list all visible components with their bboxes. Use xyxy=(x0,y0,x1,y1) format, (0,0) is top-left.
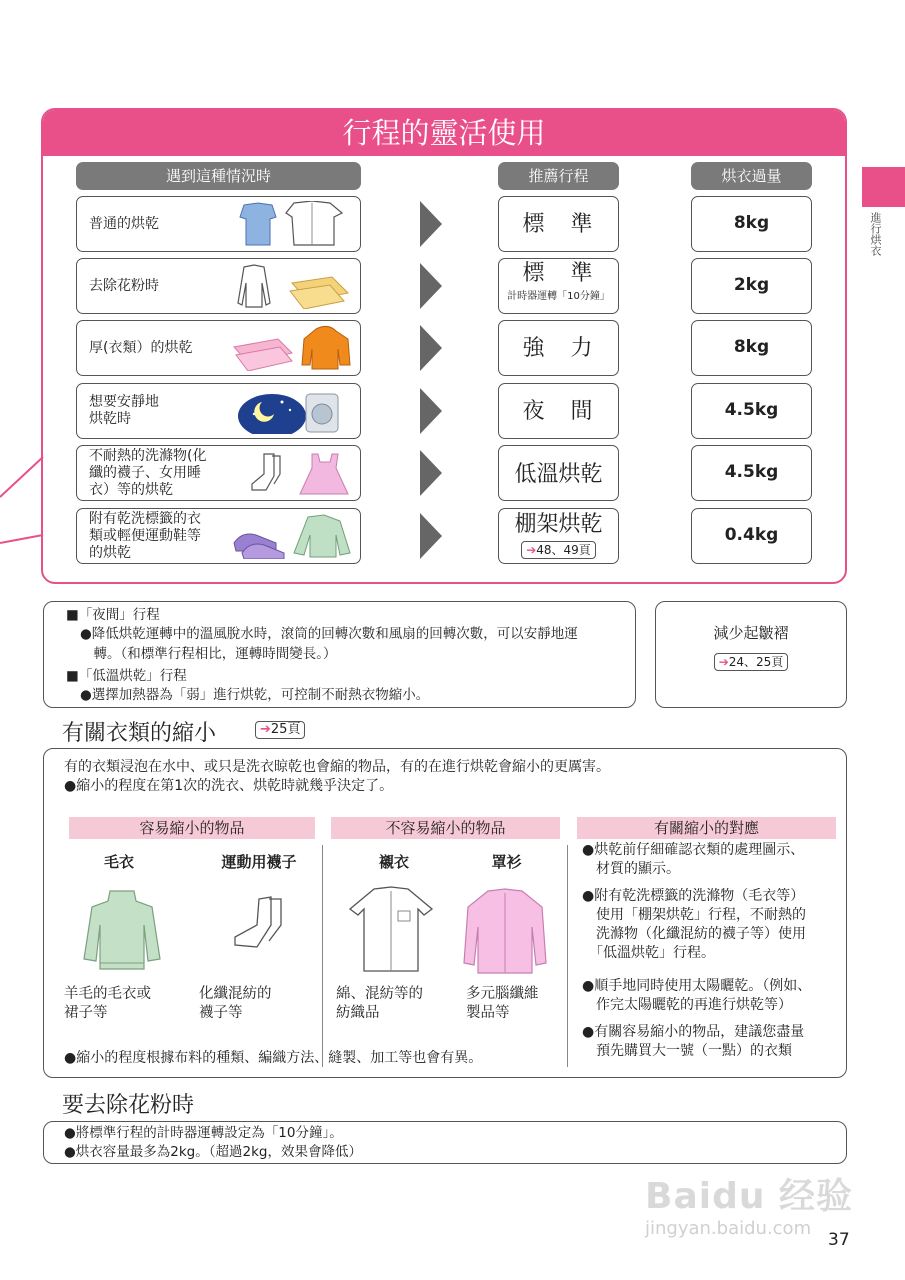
shrink-measures-header: 有關縮小的對應 xyxy=(577,817,836,839)
socks-nightgown-illustration xyxy=(242,450,352,496)
divider xyxy=(567,845,568,1067)
situation-row-1 xyxy=(76,196,361,252)
side-tab-label: 進行烘衣 xyxy=(869,212,882,256)
watermark-logo: Baidu 经验 xyxy=(645,1176,854,1217)
program-standard-timer xyxy=(498,258,619,314)
easy-shrink-header: 容易縮小的物品 xyxy=(69,817,315,839)
hard-shrink-header: 不容易縮小的物品 xyxy=(331,817,560,839)
program-name: 強 力 xyxy=(522,336,595,361)
arrow-right-icon xyxy=(420,325,442,371)
page-reference-text: 24、25頁 xyxy=(728,655,784,669)
arrow-right-icon: ➔ xyxy=(260,722,271,737)
situation-text: 想要安靜地 烘乾時 xyxy=(89,394,159,427)
program-low-temp xyxy=(498,445,619,501)
shrink-intro: 有的衣類浸泡在水中、或只是洗衣晾乾也會縮的物品，有的在進行烘乾會縮小的更厲害。 xyxy=(64,759,610,775)
situation-row-5 xyxy=(76,445,361,501)
situation-row-2 xyxy=(76,258,361,314)
page-reference-text: 25頁 xyxy=(270,722,301,737)
situation-row-4 xyxy=(76,383,361,439)
arrow-right-icon xyxy=(420,263,442,309)
program-name: 夜 間 xyxy=(522,399,595,424)
measure-item: ●附有乾洗標籤的洗滌物（毛衣等） 使用「棚架烘乾」行程，不耐熱的 洗滌物（化纖混紡的襪子等）使用 「低溫烘乾」行程。 xyxy=(582,888,806,961)
program-rack-dry xyxy=(498,508,619,564)
program-night xyxy=(498,383,619,439)
page-reference xyxy=(521,541,596,559)
program-notes xyxy=(43,601,636,708)
wrinkle-title: 減少起皺褶 xyxy=(713,624,789,642)
divider xyxy=(322,845,323,1067)
program-name: 棚架烘乾 xyxy=(514,512,603,537)
arrow-right-icon xyxy=(420,513,442,559)
night-program-title: ■「夜間」行程 xyxy=(66,607,160,623)
amount-value: 8kg xyxy=(691,196,812,252)
wrinkle-reduction-box xyxy=(655,601,847,708)
page-number: 37 xyxy=(828,1230,850,1250)
socks-illustration xyxy=(229,895,289,951)
pollen-section-box xyxy=(43,1121,847,1164)
shrink-intro-bullet: ●縮小的程度在第1次的洗衣、烘乾時就幾乎決定了。 xyxy=(64,778,394,794)
program-power xyxy=(498,320,619,376)
situation-text: 不耐熱的洗滌物(化 纖的襪子、女用睡 衣）等的烘乾 xyxy=(89,447,207,498)
arrow-right-icon xyxy=(420,388,442,434)
situation-row-3 xyxy=(76,320,361,376)
shrink-footer-note: ●縮小的程度根據布料的種類、編織方法、縫製、加工等也會有異。 xyxy=(64,1050,483,1066)
sweater-illustration xyxy=(82,889,162,971)
shirt-towel-illustration xyxy=(232,263,352,309)
amount-value: 4.5kg xyxy=(691,383,812,439)
measure-item: ●有關容易縮小的物品，建議您盡量 預先購買大一號（一點）的衣類 xyxy=(582,1024,805,1059)
shrink-section-title: 有關衣類的縮小 xyxy=(62,721,217,746)
page-reference xyxy=(714,653,789,671)
amount-value: 8kg xyxy=(691,320,812,376)
item-description: 多元腦纖維 製品等 xyxy=(466,986,539,1021)
program-name: 標 準 xyxy=(522,212,595,237)
item-title: 運動用襪子 xyxy=(221,853,297,871)
situation-text: 去除花粉時 xyxy=(89,277,159,294)
arrow-right-icon: ➔ xyxy=(526,543,537,557)
column-header-program: 推薦行程 xyxy=(498,162,619,190)
night-dryer-illustration xyxy=(232,388,352,434)
item-title: 毛衣 xyxy=(103,853,134,871)
program-name: 低溫烘乾 xyxy=(514,462,603,487)
amount-value: 0.4kg xyxy=(691,508,812,564)
situation-text: 厚(衣類）的烘乾 xyxy=(89,339,193,356)
measure-item: ●烘乾前仔細確認衣類的處理圖示、 材質的顯示。 xyxy=(582,842,805,877)
item-title: 罩衫 xyxy=(491,853,522,871)
shoes-sweater-illustration xyxy=(232,513,352,559)
situation-row-6 xyxy=(76,508,361,564)
pollen-line-2: ●烘衣容量最多為2kg。（超過2kg，效果會降低） xyxy=(64,1144,362,1160)
amount-value: 2kg xyxy=(691,258,812,314)
night-program-text: ●降低烘乾運轉中的溫風脫水時，滾筒的回轉次數和風扇的回轉次數，可以安靜地運 轉。（和標準行程相比，運轉時間變長。） xyxy=(80,626,578,662)
shrink-section-box xyxy=(43,748,847,1078)
arrow-right-icon xyxy=(420,450,442,496)
situation-text: 普通的烘乾 xyxy=(89,215,159,232)
amount-value: 4.5kg xyxy=(691,445,812,501)
arrow-right-icon xyxy=(420,201,442,247)
program-subtext: 計時器運轉「10分鐘」 xyxy=(507,291,610,302)
column-header-amount: 烘衣過量 xyxy=(691,162,812,190)
item-title: 襯衣 xyxy=(378,853,409,871)
low-temp-program-title: ■「低溫烘乾」行程 xyxy=(66,668,187,684)
side-tab xyxy=(862,167,905,207)
arrow-right-icon: ➔ xyxy=(718,655,729,669)
watermark-url: jingyan.baidu.com xyxy=(645,1218,812,1239)
item-description: 化纖混紡的 襪子等 xyxy=(199,986,272,1021)
page-reference xyxy=(255,721,305,739)
measure-item: ●順手地同時使用太陽曬乾。（例如、 作完太陽曬乾的再進行烘乾等） xyxy=(582,978,812,1013)
dress-shirt-illustration xyxy=(344,885,438,973)
column-header-situation: 遇到這種情況時 xyxy=(76,162,361,190)
item-description: 綿、混紡等的 紡織品 xyxy=(336,986,423,1021)
shirts-illustration xyxy=(232,201,352,247)
panel-title: 行程的靈活使用 xyxy=(43,110,845,156)
pollen-section-title: 要去除花粉時 xyxy=(62,1093,195,1118)
page-reference-text: 48、49頁 xyxy=(536,543,591,557)
blouse-illustration xyxy=(462,887,548,975)
low-temp-program-text: ●選擇加熱器為「弱」進行烘乾，可控制不耐熱衣物縮小。 xyxy=(80,687,430,703)
situation-text: 附有乾洗標籤的衣 類或輕便運動鞋等 的烘乾 xyxy=(89,510,201,561)
item-description: 羊毛的毛衣或 裙子等 xyxy=(64,986,151,1021)
towel-hoodie-illustration xyxy=(232,325,352,371)
program-name: 標 準 xyxy=(522,261,595,286)
panel-pointer-lines xyxy=(0,440,60,560)
program-standard xyxy=(498,196,619,252)
pollen-line-1: ●將標準行程的計時器運轉設定為「10分鐘」。 xyxy=(64,1125,343,1141)
